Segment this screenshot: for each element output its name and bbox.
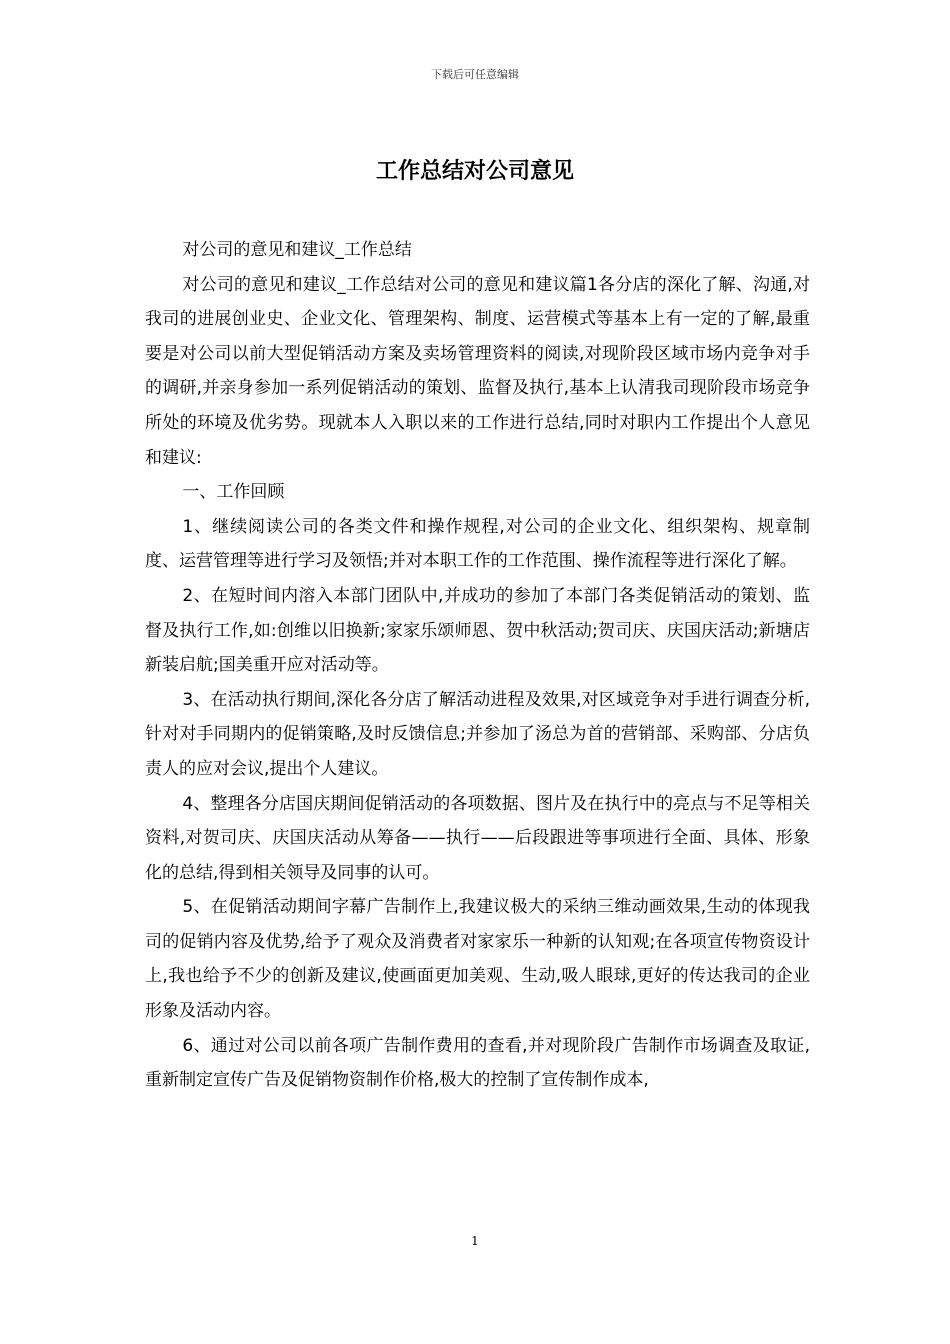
section-heading: 一、工作回顾 [182, 482, 285, 503]
paragraph-item-3: 3、在活动执行期间,深化各分店了解活动进程及效果,对区域竞争对手进行调查分析,针对对手同期内的促销策略,及时反馈信息;并参加了汤总为首的营销部、采购部、分店负责人的应对会议,提出个人建议。 [145, 689, 810, 779]
paragraph-item-4: 4、整理各分店国庆期间促销活动的各项数据、图片及在执行中的亮点与不足等相关资料,对贺司庆、庆国庆活动从筹备——执行——后段跟进等事项进行全面、具体、形象化的总结,得到相关领导及同事的认可。 [145, 793, 810, 883]
paragraph-subtitle: 对公司的意见和建议_工作总结 [182, 240, 412, 260]
paragraph-item-5: 5、在促销活动期间字幕广告制作上,我建议极大的采纳三维动画效果,生动的体现我司的促销内容及优势,给予了观众及消费者对家家乐一种新的认知观;在各项宣传物资设计上,我也给予不少的创新及建议,使画面更加美观、生动,吸人眼球,更好的传达我司的企业形象及活动内容。 [145, 897, 810, 1022]
document-title: 工作总结对公司意见 [375, 159, 574, 184]
paragraph-intro: 对公司的意见和建议_工作总结对公司的意见和建议篇1各分店的深化了解、沟通,对我司的进展创业史、企业文化、管理架构、制度、运营模式等基本上有一定的了解,最重要是对公司以前大型促销活动方案及卖场管理资料的阅读,对现阶段区域市场内竞争对手的调研,并亲身参加一系列促销活动的策划、监督及执行,基本上认清我司现阶段市场竞争所处的环境及优劣势。现就本人入职以来的工作进行总结,同时对职内工作提出个人意见和建议: [145, 274, 810, 468]
paragraph-item-1: 1、继续阅读公司的各类文件和操作规程,对公司的企业文化、组织架构、规章制度、运营管理等进行学习及领悟;并对本职工作的工作范围、操作流程等进行深化了解。 [145, 516, 810, 572]
page-number: 1 [471, 1234, 479, 1248]
header-note: 下载后可任意编辑 [431, 68, 519, 81]
paragraph-item-6: 6、通过对公司以前各项广告制作费用的查看,并对现阶段广告制作市场调查及取证,重新制定宣传广告及促销物资制作价格,极大的控制了宣传制作成本, [145, 1035, 810, 1091]
document-body [145, 233, 810, 1098]
paragraph-item-2: 2、在短时间内溶入本部门团队中,并成功的参加了本部门各类促销活动的策划、监督及执行工作,如:创维以旧换新;家家乐颂师恩、贺中秋活动;贺司庆、庆国庆活动;新塘店新装启航;国美重开应对活动等。 [145, 585, 810, 676]
